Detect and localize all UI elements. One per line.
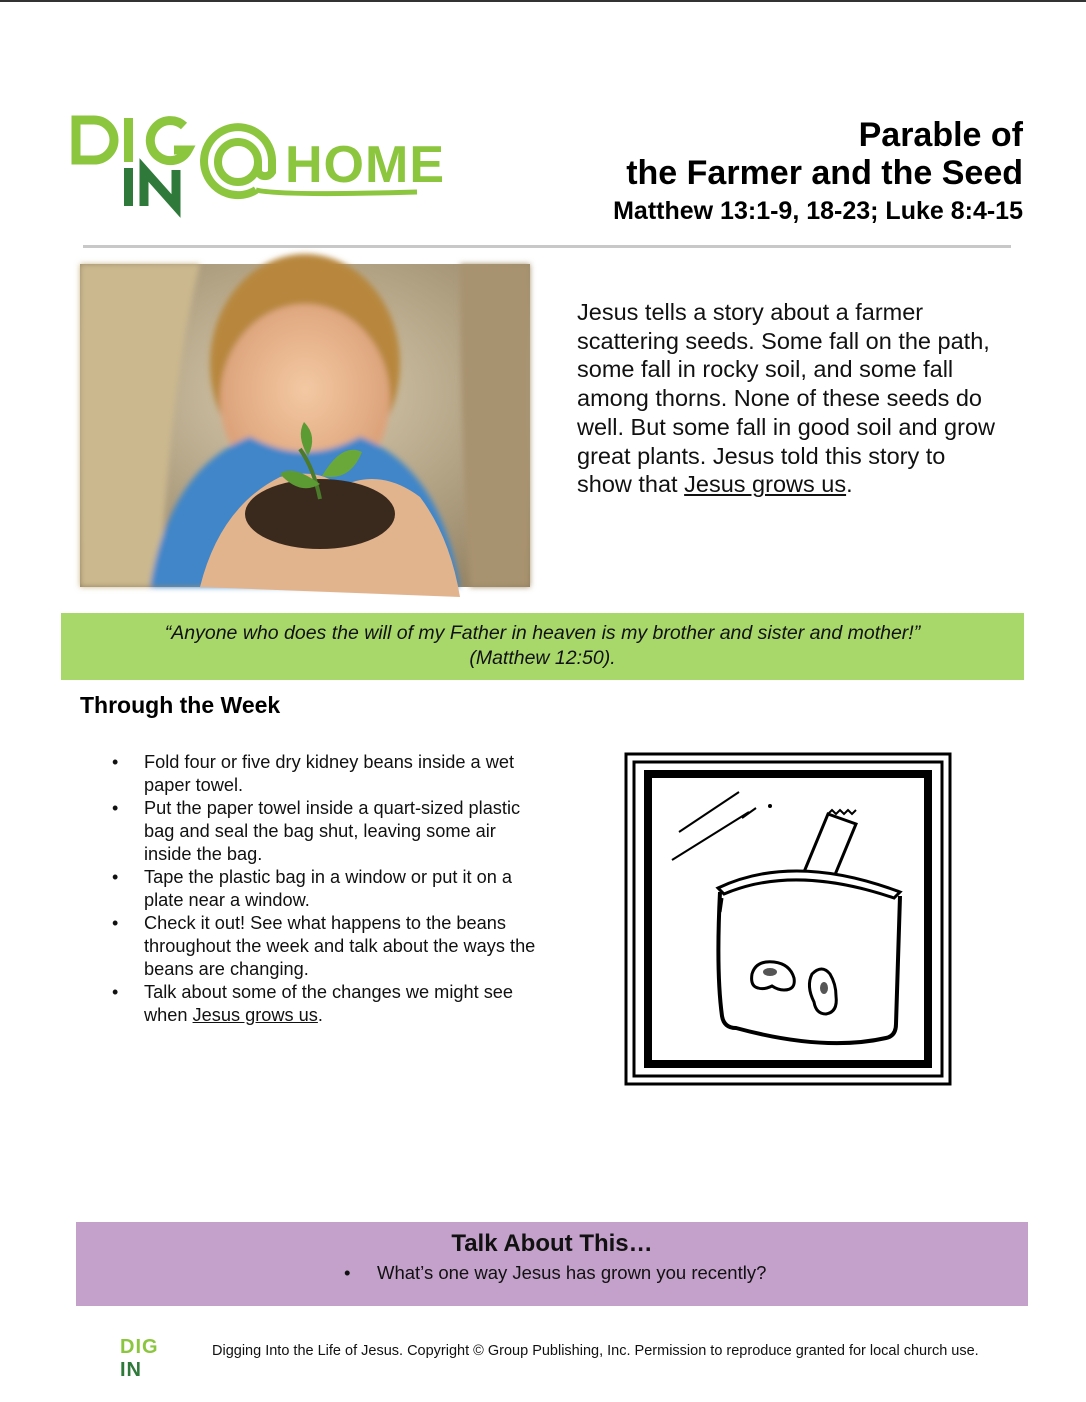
last-step-text: Talk about some of the changes we might see when	[144, 982, 514, 1025]
talk-about-this-heading: Talk About This…	[451, 1230, 653, 1257]
bullet-icon: •	[344, 1262, 351, 1283]
list-item: • Tape the plastic bag in a window or put it on a plate near a window.	[144, 866, 544, 912]
story-summary-emphasis: Jesus grows us	[684, 471, 847, 498]
header-divider	[83, 245, 1011, 248]
discussion-question: What’s one way Jesus has grown you recently?	[377, 1262, 767, 1283]
lesson-title-line1: Parable of	[858, 116, 1023, 154]
list-item: • Put the paper towel inside a quart-sized plastic bag and seal the bag shut, leaving some air inside the bag.	[144, 797, 544, 866]
last-step-emphasis: Jesus grows us	[192, 1005, 318, 1025]
story-summary	[577, 298, 997, 499]
copyright-notice: Digging Into the Life of Jesus. Copyright © Group Publishing, Inc. Permission to reproduce granted for local church use.	[212, 1343, 979, 1359]
list-item	[144, 981, 544, 1027]
story-summary-text: Jesus tells a story about a farmer scattering seeds. Some fall on the path, some fall in rocky soil, and some fall among thorns. None of these seeds do well. But some fall in good soil and grow great plants. Jesus told this story to show that	[577, 299, 995, 498]
story-summary-end: .	[846, 471, 853, 498]
through-the-week-heading: Through the Week	[80, 692, 281, 718]
memory-verse-reference: (Matthew 12:50).	[469, 647, 616, 669]
footer-logo-in: IN	[120, 1359, 142, 1381]
footer-dig-in-logo	[120, 1336, 159, 1382]
list-item	[344, 1262, 767, 1284]
footer-logo-dig: DIG	[120, 1336, 159, 1358]
child-holding-seedling-photo	[80, 264, 530, 587]
lesson-title-line2: the Farmer and the Seed	[626, 154, 1023, 192]
memory-verse-quote: “Anyone who does the will of my Father in heaven is my brother and sister and mother!”	[164, 622, 921, 644]
dig-in-at-home-logo	[72, 112, 445, 212]
talk-about-this-band	[76, 1222, 1028, 1306]
lesson-title-block	[613, 116, 1023, 228]
list-item: • Check it out! See what happens to the beans throughout the week and talk about the ways the beans are changing.	[144, 912, 544, 981]
last-step-end: .	[317, 1005, 323, 1025]
svg-text:HOME: HOME	[285, 136, 445, 194]
scripture-reference: Matthew 13:1-9, 18-23; Luke 8:4-15	[613, 197, 1023, 225]
list-item: • Fold four or five dry kidney beans inside a wet paper towel.	[144, 751, 544, 797]
top-rule	[0, 0, 1086, 2]
memory-verse-band	[61, 613, 1024, 680]
bean-bag-window-icon	[624, 752, 952, 1086]
activity-steps-list	[144, 751, 544, 1027]
